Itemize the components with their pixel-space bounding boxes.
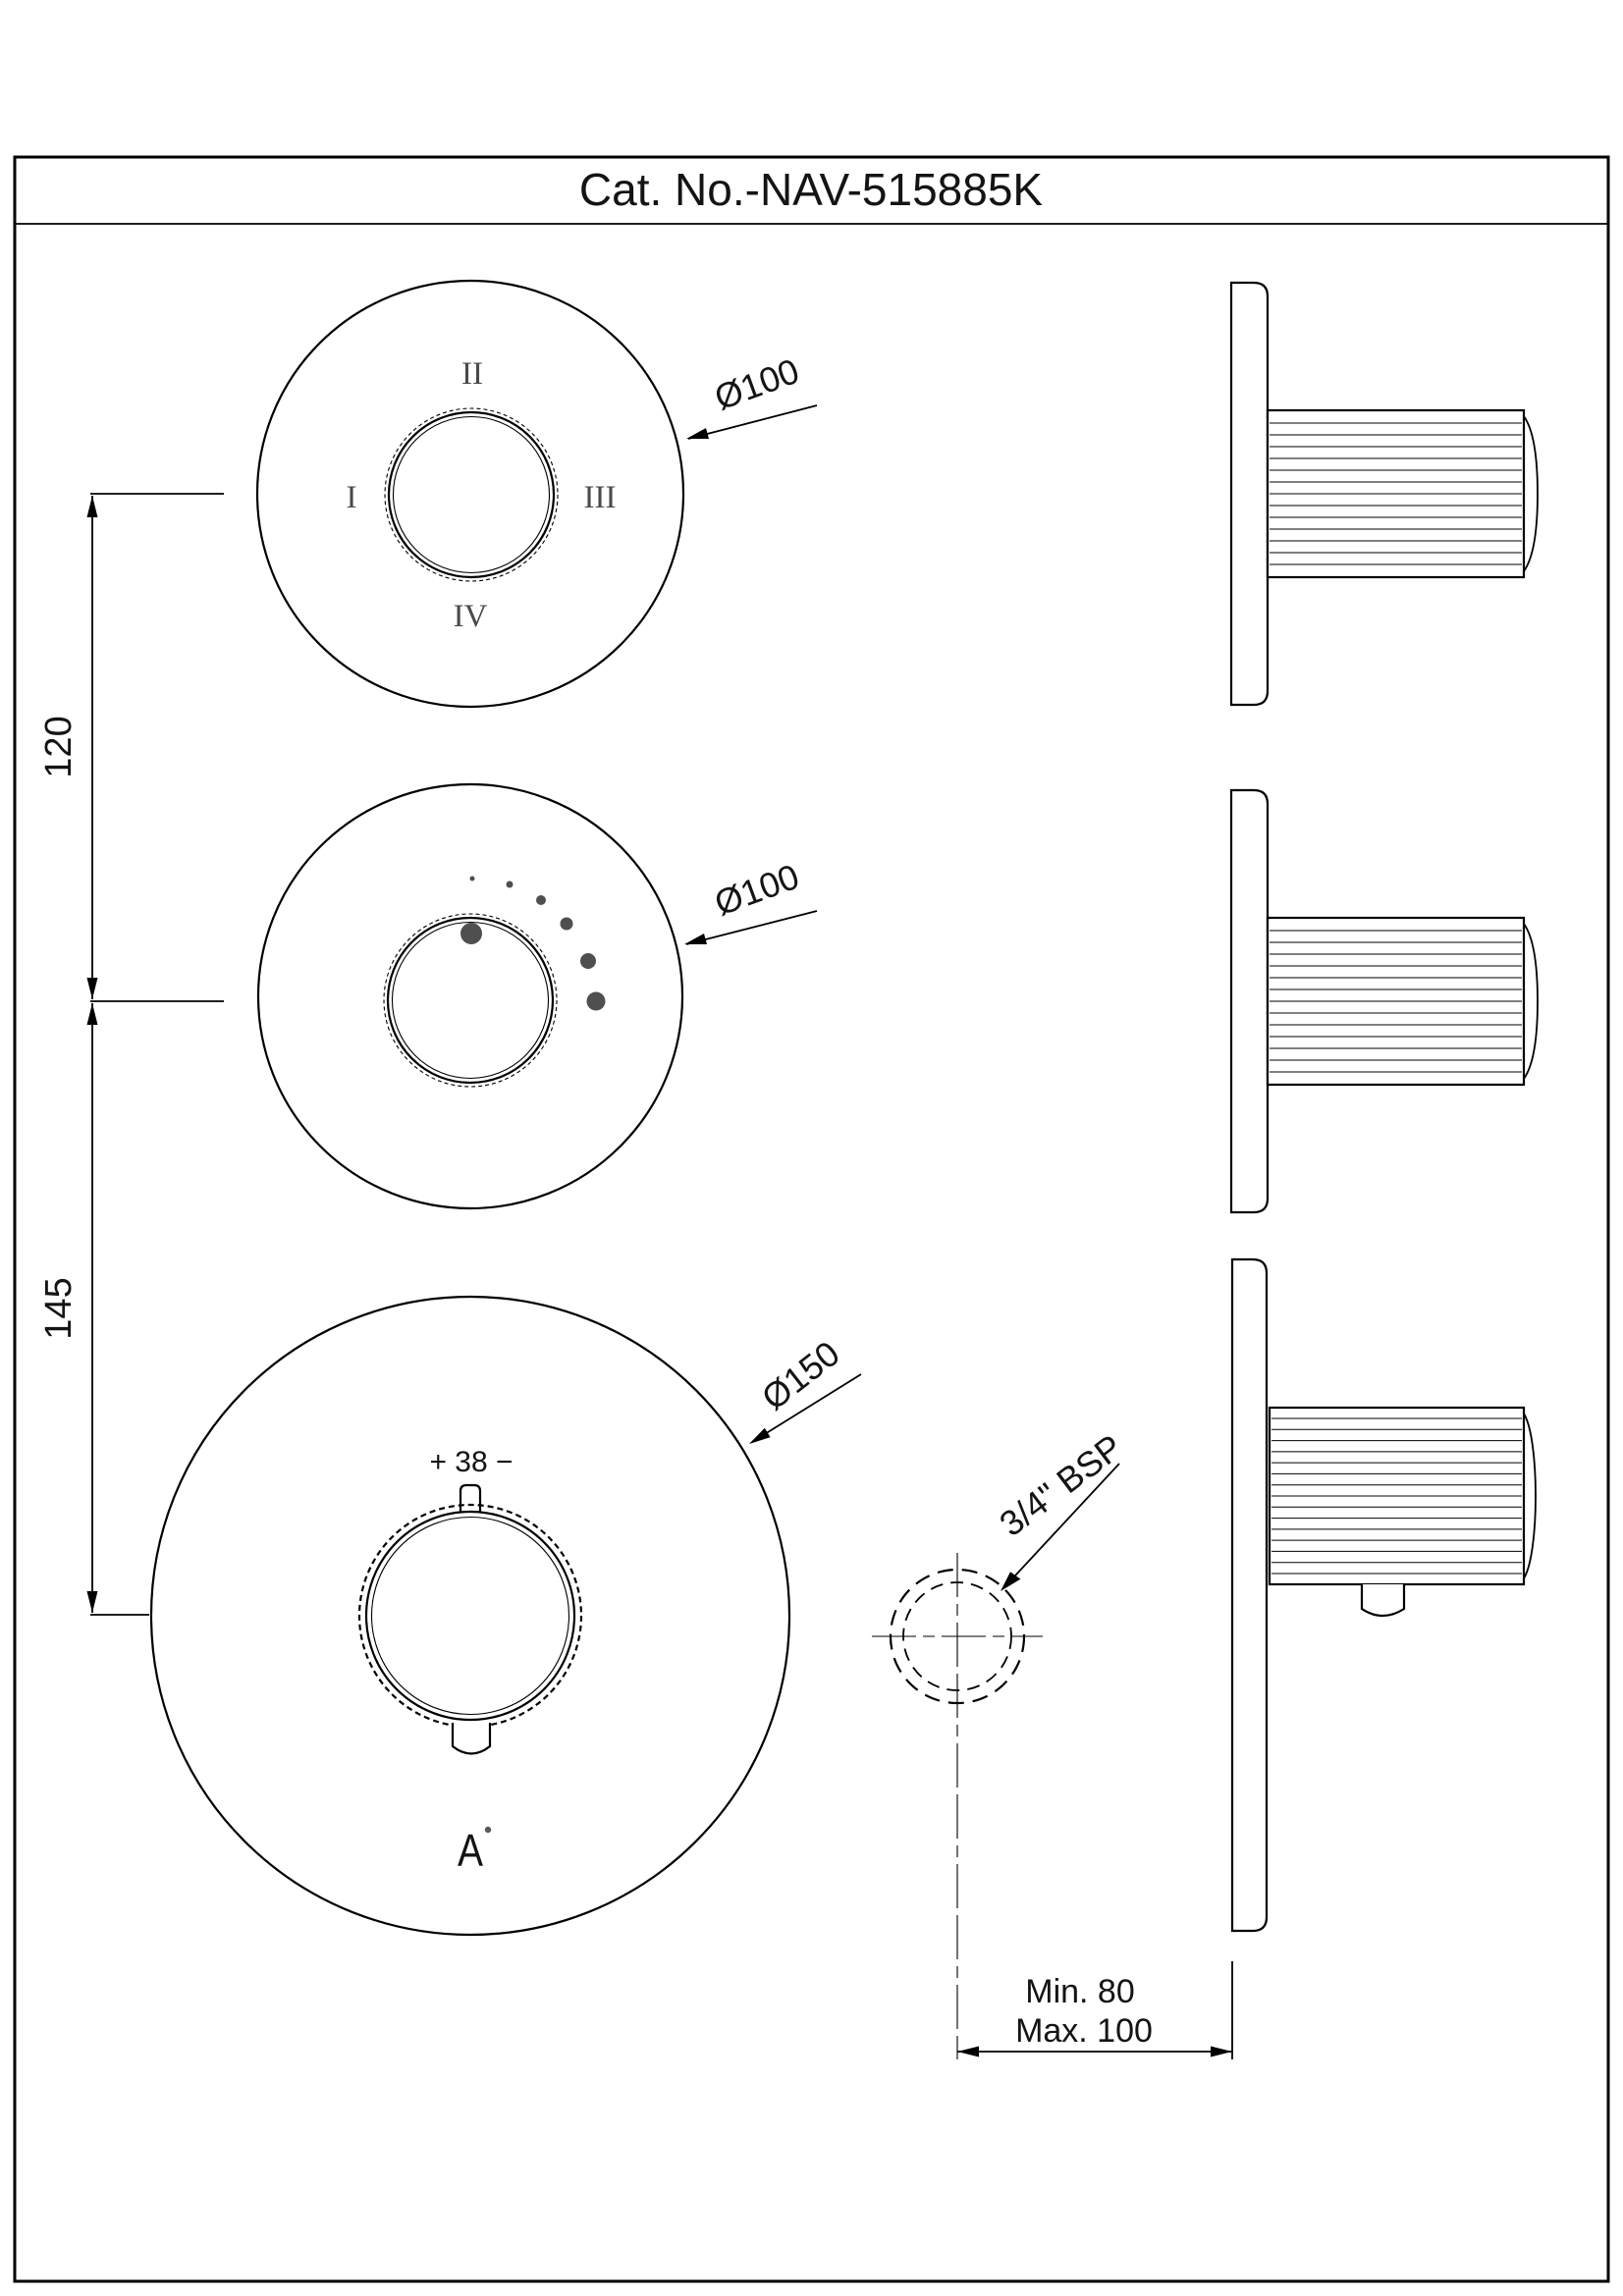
- diverter-dial-front: [257, 281, 817, 707]
- flow-diameter-arrowhead: [684, 934, 707, 944]
- diverter-diameter-arrowhead: [686, 428, 709, 439]
- depth-arrow-right: [1211, 2047, 1232, 2057]
- side1-knob-endcap: [1524, 416, 1538, 571]
- side3-knob-endcap: [1524, 1414, 1536, 1578]
- brand-logo-dot: [485, 1827, 491, 1833]
- bsp-port: [872, 1426, 1130, 2059]
- dim145-arrow-down: [87, 1591, 98, 1613]
- brand-logo-letter: A: [458, 1825, 484, 1876]
- dim120-label: 120: [38, 716, 80, 778]
- depth-arrow-left: [957, 2047, 979, 2057]
- dial-position-I: I: [346, 480, 357, 515]
- port-leader-arrowhead: [1001, 1572, 1020, 1591]
- dimension-spacing-top: [38, 494, 224, 1001]
- temp-diameter-label: Ø150: [753, 1332, 847, 1418]
- flow-level-dot-1: [470, 877, 475, 881]
- flow-level-dot-3: [536, 895, 546, 905]
- dimension-depth: [957, 1961, 1232, 2059]
- temp-knob-inner: [372, 1518, 569, 1715]
- diverter-knob-inner: [394, 417, 550, 573]
- flow-dial-front: [258, 784, 817, 1208]
- side-view-bottom: [1232, 1259, 1536, 1931]
- dim145-arrow-up: [87, 1003, 98, 1025]
- depth-label-min: Min. 80: [1025, 1973, 1135, 2010]
- flow-level-dot-4: [561, 918, 573, 931]
- temp-knob-spout: [453, 1723, 490, 1754]
- dial-position-II: II: [461, 356, 483, 392]
- diverter-plate-circle: [257, 281, 683, 707]
- diverter-knob-knurl: [385, 408, 558, 581]
- flow-diameter-label: Ø100: [709, 855, 805, 924]
- temperature-dial-front: [151, 1297, 861, 1935]
- page-title: Cat. No.-NAV-515885K: [578, 164, 1044, 215]
- temp-indicator-tab: [460, 1485, 480, 1512]
- side3-plate: [1232, 1259, 1267, 1931]
- flow-diameter-leader: [686, 911, 817, 944]
- diverter-knob-outer: [389, 412, 554, 577]
- brand-logo: [458, 1825, 491, 1876]
- temp-scale-label: + 38 −: [429, 1446, 514, 1478]
- port-label: 3/4" BSP: [992, 1426, 1130, 1544]
- dim145-label: 145: [38, 1277, 80, 1340]
- depth-label-max: Max. 100: [1015, 2012, 1153, 2050]
- flow-level-dot-5: [580, 953, 596, 969]
- flow-level-dots: [470, 877, 606, 1011]
- flow-plate-circle: [258, 784, 682, 1208]
- diverter-diameter-leader: [688, 405, 817, 439]
- temp-knob-knurl: [359, 1505, 581, 1727]
- side-view-middle: [1231, 790, 1538, 1212]
- dial-position-IV: IV: [453, 599, 488, 634]
- flow-knob-indicator-dot: [460, 923, 482, 944]
- side1-plate: [1231, 283, 1268, 705]
- temp-diameter-arrowhead: [749, 1428, 771, 1444]
- dim120-arrow-down: [87, 978, 98, 999]
- flow-level-dot-6: [587, 992, 606, 1011]
- side3-spout: [1362, 1584, 1404, 1616]
- dimension-spacing-bottom: [38, 1003, 149, 1615]
- side2-knob-endcap: [1524, 924, 1538, 1079]
- dim120-arrow-up: [87, 496, 98, 517]
- side2-plate: [1231, 790, 1268, 1212]
- temp-knob-outer: [366, 1512, 574, 1720]
- flow-level-dot-2: [507, 881, 514, 888]
- flow-knob-inner: [393, 923, 549, 1079]
- diverter-diameter-label: Ø100: [709, 349, 805, 418]
- side-view-top: [1231, 283, 1538, 705]
- dial-position-III: III: [583, 480, 617, 515]
